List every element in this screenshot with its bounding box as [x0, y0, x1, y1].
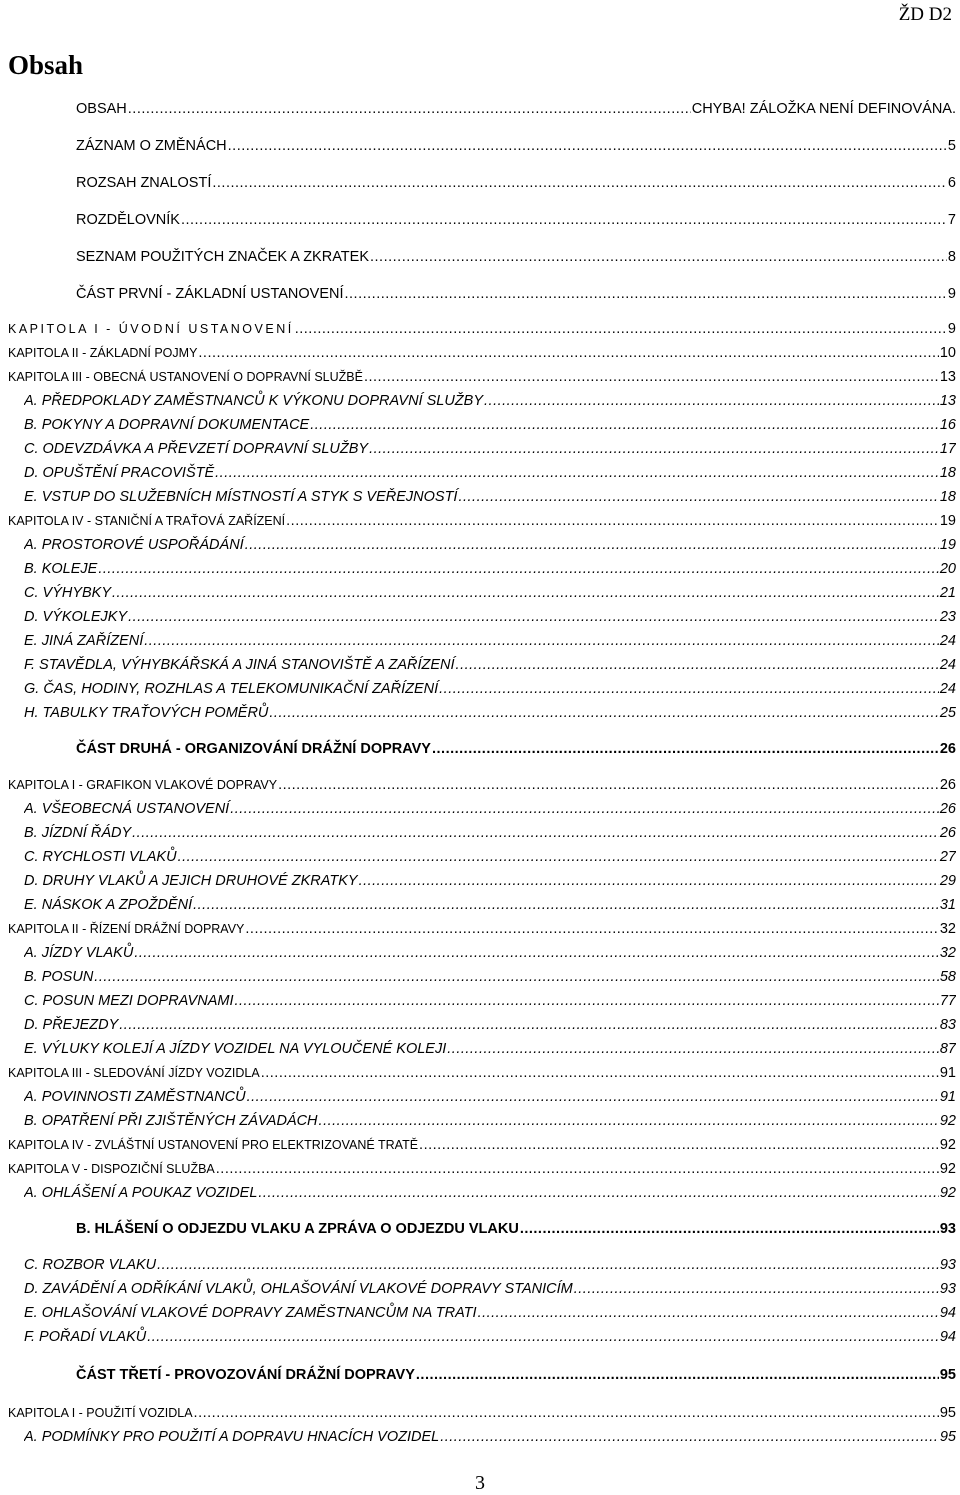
toc-entry-text: OBSAH — [76, 101, 127, 117]
toc-entry-text: A. JÍZDY VLAKŮ — [24, 945, 134, 961]
toc-link[interactable] — [24, 390, 956, 412]
toc-leader — [286, 510, 939, 532]
toc-link[interactable] — [24, 1110, 956, 1132]
toc-entry-page: 94 — [939, 1329, 956, 1345]
toc-entry-page: 9 — [947, 286, 956, 302]
toc-entry-page: 18 — [939, 465, 956, 481]
toc-leader — [119, 1014, 939, 1036]
toc-link[interactable] — [24, 822, 956, 844]
toc-entry-text: D. ZAVÁDĚNÍ A ODŘÍKÁNÍ VLAKŮ, OHLAŠOVÁNÍ VLAKOVÉ DOPRAVY STANICÍM — [24, 1281, 573, 1297]
toc-leader — [484, 390, 939, 412]
toc-leader — [278, 774, 939, 796]
toc-leader — [458, 486, 938, 508]
toc-entry-text: E. JINÁ ZAŘÍZENÍ — [24, 633, 144, 649]
toc-link[interactable] — [24, 1302, 956, 1324]
toc-leader — [147, 1326, 939, 1348]
toc-entry-text: ZÁZNAM O ZMĚNÁCH — [76, 138, 227, 154]
toc-entry — [0, 1254, 960, 1276]
toc-entry-text: D. PŘEJEZDY — [24, 1017, 119, 1033]
toc-leader — [439, 678, 939, 700]
toc-entry — [0, 558, 960, 580]
toc-link[interactable] — [76, 283, 956, 305]
toc-entry — [0, 246, 960, 268]
toc-link[interactable] — [24, 414, 956, 436]
toc-link[interactable] — [24, 606, 956, 628]
toc-entry — [0, 510, 960, 532]
toc-entry-page: 19 — [939, 513, 956, 529]
toc-entry — [0, 774, 960, 796]
toc-entry — [0, 1182, 960, 1204]
toc-entry — [0, 1158, 960, 1180]
toc-entry-page: 58 — [939, 969, 956, 985]
toc-entry-page: 19 — [939, 537, 956, 553]
toc-link[interactable] — [24, 1014, 956, 1036]
toc-link[interactable] — [24, 462, 956, 484]
toc-entry-page: 93 — [939, 1257, 956, 1273]
toc-entry-page: 95 — [939, 1367, 956, 1383]
toc-leader — [247, 1086, 939, 1108]
toc-entry-page: 77 — [939, 993, 956, 1009]
toc-leader — [295, 318, 947, 340]
toc-leader — [132, 822, 939, 844]
toc-leader — [98, 558, 939, 580]
toc-entry-page: 24 — [939, 681, 956, 697]
toc-link[interactable] — [24, 582, 956, 604]
toc-entry-text: E. OHLAŠOVÁNÍ VLAKOVÉ DOPRAVY ZAMĚSTNANCŮM NA TRATI — [24, 1305, 477, 1321]
toc-leader — [319, 1110, 939, 1132]
toc-entry — [0, 98, 960, 120]
toc-entry — [0, 1426, 960, 1448]
toc-leader — [228, 135, 947, 157]
toc-link[interactable] — [76, 135, 956, 157]
toc-link[interactable] — [76, 246, 956, 268]
toc-leader — [310, 414, 939, 436]
toc-entry-text: B. POSUN — [24, 969, 94, 985]
toc-entry-text: B. KOLEJE — [24, 561, 98, 577]
toc-link[interactable] — [8, 1062, 956, 1084]
toc-link[interactable] — [24, 1086, 956, 1108]
toc-entry-page: 23 — [939, 609, 956, 625]
toc-entry — [0, 1038, 960, 1060]
toc-link[interactable] — [8, 342, 956, 364]
toc-entry — [0, 738, 960, 760]
toc-leader — [216, 1158, 939, 1180]
toc-leader — [359, 870, 939, 892]
toc-entry-page: 91 — [939, 1065, 956, 1081]
toc-entry-text: KAPITOLA III - OBECNÁ USTANOVENÍ O DOPRAVNÍ SLUŽBĚ — [8, 370, 363, 384]
toc-entry-text: KAPITOLA II - ZÁKLADNÍ POJMY — [8, 346, 198, 360]
toc-leader — [364, 366, 939, 388]
toc-entry-text: B. POKYNY A DOPRAVNÍ DOKUMENTACE — [24, 417, 310, 433]
page-number: 3 — [475, 1472, 485, 1494]
toc-entry-page: 16 — [939, 417, 956, 433]
toc-entry-page: 92 — [939, 1137, 956, 1153]
toc-link[interactable] — [24, 486, 956, 508]
toc-entry-text: KAPITOLA IV - STANIČNÍ A TRAŤOVÁ ZAŘÍZENÍ — [8, 514, 286, 528]
toc-leader — [369, 438, 939, 460]
toc-link[interactable] — [24, 438, 956, 460]
toc-entry-text: F. STAVĚDLA, VÝHYBKÁŘSKÁ A JINÁ STANOVIŠTĚ A ZAŘÍZENÍ — [24, 657, 455, 673]
toc-entry-page: 8 — [947, 249, 956, 265]
toc-entry-text: A. POVINNOSTI ZAMĚSTNANCŮ — [24, 1089, 246, 1105]
toc-leader — [370, 246, 947, 268]
toc-entry — [0, 390, 960, 412]
toc-entry — [0, 654, 960, 676]
toc-entry — [0, 1364, 960, 1386]
toc-entry — [0, 918, 960, 940]
toc-link[interactable] — [76, 209, 956, 231]
toc-entry — [0, 1326, 960, 1348]
toc-entry-page: 92 — [939, 1185, 956, 1201]
toc-entry-page: 18 — [939, 489, 956, 505]
toc-entry-text: B. HLÁŠENÍ O ODJEZDU VLAKU A ZPRÁVA O ODJEZDU VLAKU — [76, 1221, 519, 1237]
toc-entry — [0, 209, 960, 231]
toc-entry-page: 26 — [939, 741, 956, 757]
toc-entry-text: B. OPATŘENÍ PŘI ZJIŠTĚNÝCH ZÁVADÁCH — [24, 1113, 318, 1129]
toc-entry-page: 13 — [939, 369, 956, 385]
toc-link[interactable] — [24, 966, 956, 988]
toc-entry-text: SEZNAM POUŽITÝCH ZNAČEK A ZKRATEK — [76, 249, 369, 265]
toc-entry-page: 24 — [939, 657, 956, 673]
toc-entry — [0, 942, 960, 964]
toc-link[interactable] — [24, 990, 956, 1012]
toc-link[interactable] — [76, 172, 956, 194]
toc-entry — [0, 702, 960, 724]
toc-entry-text: C. ODEVZDÁVKA A PŘEVZETÍ DOPRAVNÍ SLUŽBY — [24, 441, 369, 457]
toc-leader — [261, 1062, 939, 1084]
toc-leader — [478, 1302, 939, 1324]
toc-entry — [0, 534, 960, 556]
toc-entry — [0, 678, 960, 700]
toc-entry-page: 92 — [939, 1161, 956, 1177]
toc-entry — [0, 283, 960, 305]
toc-entry — [0, 172, 960, 194]
toc-entry-page: 32 — [939, 921, 956, 937]
toc-entry — [0, 870, 960, 892]
toc-entry-page: 6 — [947, 175, 956, 191]
toc-leader — [245, 918, 938, 940]
toc-link[interactable] — [8, 510, 956, 532]
document-code: ŽD D2 — [898, 4, 952, 25]
toc-link[interactable] — [24, 702, 956, 724]
toc-entry-text: KAPITOLA II - ŘÍZENÍ DRÁŽNÍ DOPRAVY — [8, 922, 245, 936]
toc-leader — [112, 582, 939, 604]
toc-entry-text: A. PROSTOROVÉ USPOŘÁDÁNÍ — [24, 537, 244, 553]
toc-entry — [0, 606, 960, 628]
toc-link[interactable] — [24, 942, 956, 964]
toc-entry-text: H. TABULKY TRAŤOVÝCH POMĚRŮ — [24, 705, 269, 721]
toc-link[interactable] — [24, 630, 956, 652]
toc-leader — [269, 702, 938, 724]
toc-entry-text: KAPITOLA I - ÚVODNÍ USTANOVENÍ — [8, 322, 294, 336]
toc-entry-page: 25 — [939, 705, 956, 721]
toc-entry — [0, 822, 960, 844]
toc-entry-text: E. NÁSKOK A ZPOŽDĚNÍ — [24, 897, 193, 913]
toc-link[interactable] — [8, 318, 956, 340]
toc-entry-page: CHYBA! ZÁLOŽKA NENÍ DEFINOVÁNA. — [691, 101, 956, 117]
toc-leader — [212, 172, 947, 194]
toc-link[interactable] — [24, 654, 956, 676]
toc-entry — [0, 1062, 960, 1084]
toc-leader — [178, 846, 939, 868]
toc-entry — [0, 318, 960, 340]
toc-entry — [0, 486, 960, 508]
toc-entry-page: 21 — [939, 585, 956, 601]
toc-entry — [0, 1278, 960, 1300]
toc-entry-text: KAPITOLA I - GRAFIKON VLAKOVÉ DOPRAVY — [8, 778, 278, 792]
toc-link[interactable] — [24, 798, 956, 820]
toc-link[interactable] — [8, 1158, 956, 1180]
toc-entry-page: 87 — [939, 1041, 956, 1057]
toc-link[interactable] — [8, 774, 956, 796]
toc-link[interactable] — [8, 1402, 956, 1424]
toc-entry — [0, 990, 960, 1012]
toc-entry-page: 26 — [939, 777, 956, 793]
toc-leader — [245, 534, 939, 556]
toc-link[interactable] — [24, 1326, 956, 1348]
toc-leader — [345, 283, 947, 305]
toc-entry — [0, 630, 960, 652]
toc-entry-text: KAPITOLA III - SLEDOVÁNÍ JÍZDY VOZIDLA — [8, 1066, 260, 1080]
toc-entry-page: 17 — [939, 441, 956, 457]
toc-entry — [0, 366, 960, 388]
toc-entry-text: C. ROZBOR VLAKU — [24, 1257, 157, 1273]
toc-entry-text: E. VÝLUKY KOLEJÍ A JÍZDY VOZIDEL NA VYLOUČENÉ KOLEJI — [24, 1041, 447, 1057]
toc-leader — [440, 1426, 939, 1448]
toc-link[interactable] — [24, 1426, 956, 1448]
toc-entry — [0, 966, 960, 988]
toc-entry — [0, 1086, 960, 1108]
toc-link[interactable] — [24, 870, 956, 892]
toc-entry-page: 83 — [939, 1017, 956, 1033]
toc-link[interactable] — [24, 1182, 956, 1204]
toc-leader — [419, 1134, 939, 1156]
toc-entry-page: 20 — [939, 561, 956, 577]
toc-entry-text: ROZSAH ZNALOSTÍ — [76, 175, 212, 191]
toc-leader — [234, 990, 938, 1012]
toc-leader — [215, 462, 939, 484]
toc-entry-text: D. OPUŠTĚNÍ PRACOVIŠTĚ — [24, 465, 215, 481]
toc-leader — [447, 1038, 939, 1060]
toc-entry-text: KAPITOLA I - POUŽITÍ VOZIDLA — [8, 1406, 193, 1420]
toc-entry — [0, 1302, 960, 1324]
toc-leader — [144, 630, 939, 652]
toc-entry-page: 91 — [939, 1089, 956, 1105]
toc-entry-page: 94 — [939, 1305, 956, 1321]
toc-entry — [0, 342, 960, 364]
toc-entry-text: C. RYCHLOSTI VLAKŮ — [24, 849, 177, 865]
toc-entry-text: A. OHLÁŠENÍ A POUKAZ VOZIDEL — [24, 1185, 258, 1201]
toc-entry — [0, 798, 960, 820]
toc-link[interactable] — [24, 1278, 956, 1300]
toc-entry-page: 26 — [939, 801, 956, 817]
toc-entry — [0, 414, 960, 436]
toc-entry — [0, 1134, 960, 1156]
toc-entry — [0, 1110, 960, 1132]
toc-entry — [0, 846, 960, 868]
page-title: Obsah — [8, 50, 84, 80]
toc-leader — [416, 1364, 939, 1386]
toc-entry — [0, 462, 960, 484]
toc-entry-text: ČÁST PRVNÍ - ZÁKLADNÍ USTANOVENÍ — [76, 286, 344, 302]
toc-entry-page: 5 — [947, 138, 956, 154]
toc-entry — [0, 1218, 960, 1240]
toc-entry-page: 95 — [939, 1429, 956, 1445]
toc-link[interactable] — [24, 846, 956, 868]
toc-entry-page: 32 — [939, 945, 956, 961]
toc-entry — [0, 1402, 960, 1424]
toc-entry-text: ROZDĚLOVNÍK — [76, 212, 180, 228]
toc-entry-page: 13 — [939, 393, 956, 409]
toc-entry-text: F. POŘADÍ VLAKŮ — [24, 1329, 147, 1345]
toc-leader — [128, 606, 939, 628]
toc-leader — [574, 1278, 939, 1300]
toc-link[interactable] — [24, 1254, 956, 1276]
toc-entry-page: 24 — [939, 633, 956, 649]
toc-leader — [194, 1402, 939, 1424]
toc-entry-text: G. ČAS, HODINY, ROZHLAS A TELEKOMUNIKAČNÍ ZAŘÍZENÍ — [24, 681, 439, 697]
toc-entry-page: 31 — [939, 897, 956, 913]
toc-entry-text: ČÁST DRUHÁ - ORGANIZOVÁNÍ DRÁŽNÍ DOPRAVY — [76, 741, 431, 757]
toc-link[interactable] — [76, 1364, 956, 1386]
toc-link[interactable] — [76, 98, 956, 120]
toc-leader — [94, 966, 939, 988]
toc-entry-text: KAPITOLA IV - ZVLÁŠTNÍ USTANOVENÍ PRO ELEKTRIZOVANÉ TRATĚ — [8, 1138, 419, 1152]
toc-link[interactable] — [24, 678, 956, 700]
toc-entry-page: 7 — [947, 212, 956, 228]
toc-link[interactable] — [8, 1134, 956, 1156]
toc-entry — [0, 438, 960, 460]
toc-leader — [432, 738, 939, 760]
toc-link[interactable] — [76, 738, 956, 760]
toc-entry-page: 95 — [939, 1405, 956, 1421]
toc-leader — [456, 654, 939, 676]
toc-entry-text: D. DRUHY VLAKŮ A JEJICH DRUHOVÉ ZKRATKY — [24, 873, 358, 889]
toc-link[interactable] — [24, 894, 956, 916]
toc-leader — [258, 1182, 938, 1204]
toc-entry-page: 10 — [939, 345, 956, 361]
toc-entry-text: ČÁST TŘETÍ - PROVOZOVÁNÍ DRÁŽNÍ DOPRAVY — [76, 1367, 415, 1383]
toc-entry-text: C. VÝHYBKY — [24, 585, 112, 601]
toc-entry-text: E. VSTUP DO SLUŽEBNÍCH MÍSTNOSTÍ A STYK S VEŘEJNOSTÍ — [24, 489, 458, 505]
toc-link[interactable] — [76, 1218, 956, 1240]
toc-entry-text: C. POSUN MEZI DOPRAVNAMI — [24, 993, 234, 1009]
toc-entry-text: A. PODMÍNKY PRO POUŽITÍ A DOPRAVU HNACÍCH VOZIDEL — [24, 1429, 440, 1445]
toc-link[interactable] — [8, 918, 956, 940]
toc-link[interactable] — [24, 534, 956, 556]
toc-link[interactable] — [24, 1038, 956, 1060]
toc-entry-page: 9 — [947, 321, 956, 337]
toc-entry-page: 26 — [939, 825, 956, 841]
toc-link[interactable] — [8, 366, 956, 388]
toc-entry-text: D. VÝKOLEJKY — [24, 609, 128, 625]
toc-entry — [0, 582, 960, 604]
toc-leader — [128, 98, 691, 120]
toc-entry-page: 93 — [939, 1221, 956, 1237]
toc-entry — [0, 135, 960, 157]
toc-entry-page: 29 — [939, 873, 956, 889]
toc-leader — [181, 209, 947, 231]
toc-entry-text: A. PŘEDPOKLADY ZAMĚSTNANCŮ K VÝKONU DOPRAVNÍ SLUŽBY — [24, 393, 484, 409]
toc-leader — [157, 1254, 939, 1276]
toc-entry-page: 27 — [939, 849, 956, 865]
toc-entry — [0, 1014, 960, 1036]
toc-entry-page: 93 — [939, 1281, 956, 1297]
toc-entry-text: B. JÍZDNÍ ŘÁDY — [24, 825, 132, 841]
toc-entry — [0, 894, 960, 916]
toc-entry-page: 92 — [939, 1113, 956, 1129]
toc-entry-text: A. VŠEOBECNÁ USTANOVENÍ — [24, 801, 230, 817]
toc-leader — [230, 798, 939, 820]
toc-link[interactable] — [24, 558, 956, 580]
toc-leader — [193, 894, 939, 916]
toc-leader — [198, 342, 938, 364]
toc-entry-text: KAPITOLA V - DISPOZIČNÍ SLUŽBA — [8, 1162, 215, 1176]
toc-leader — [134, 942, 939, 964]
toc-leader — [520, 1218, 939, 1240]
